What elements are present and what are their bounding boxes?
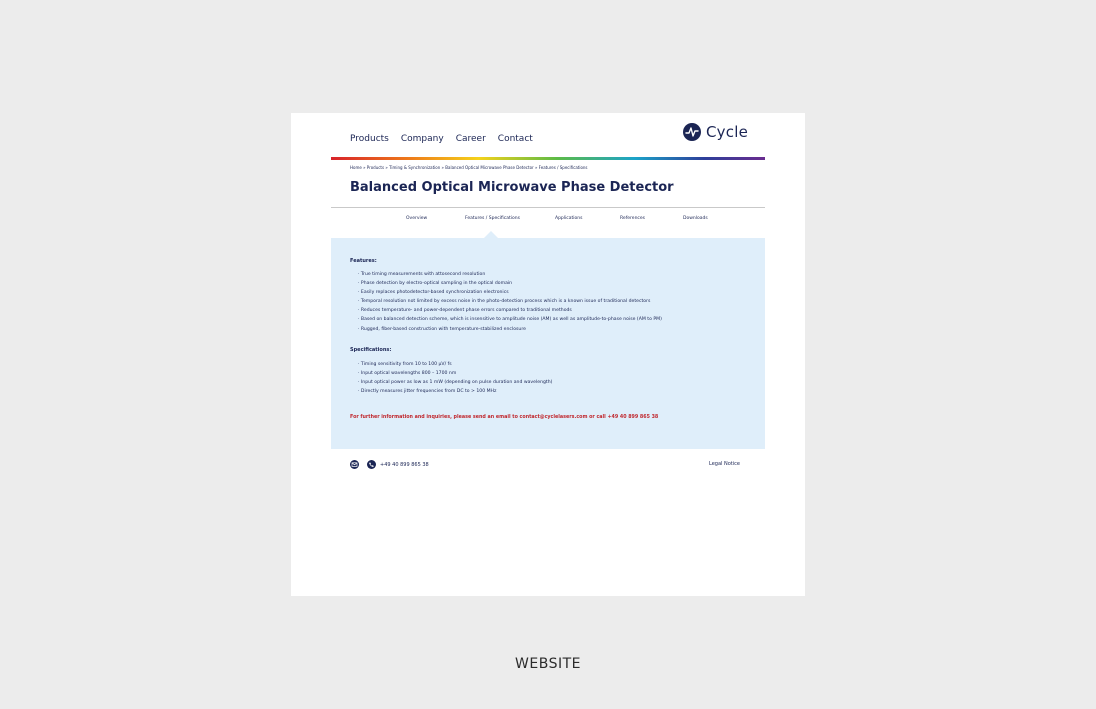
list-item: · Easily replaces photodetector-based synchronization electronics [358, 288, 662, 297]
nav-products[interactable]: Products [350, 134, 389, 144]
rainbow-divider [331, 157, 765, 160]
inquiry-text[interactable]: For further information and inquiries, please send an email to contact@cyclelasers.com or call +49 40 899 865 38 [350, 415, 659, 420]
list-item: · Temporal resolution not limited by excess noise in the photo-detection process which is a known issue of traditional detectors [358, 297, 662, 306]
features-heading: Features: [350, 258, 377, 264]
features-list [358, 270, 662, 334]
list-item: · Based on balanced detection scheme, which is insensitive to amplitude noise (AM) as well as amplitude-to-phase noise (AM to PM) [358, 315, 662, 324]
tab-overview[interactable]: Overview [406, 216, 428, 221]
cycle-logo-icon [683, 123, 701, 141]
footer-phone[interactable]: +49 40 899 865 38 [380, 462, 429, 468]
list-item: · Input optical power as low as 1 mW (depending on pulse duration and wavelength) [358, 378, 552, 387]
caption-label: WEBSITE [515, 656, 581, 672]
specifications-list [358, 360, 552, 396]
tab-references[interactable]: References [620, 216, 646, 221]
list-item: · True timing measurements with attosecond resolution [358, 270, 662, 279]
breadcrumb[interactable]: Home » Products » Timing & Synchronization » Balanced Optical Microwave Phase Detector » Features / Specifications [350, 165, 588, 170]
specifications-heading: Specifications: [350, 347, 392, 353]
nav-company[interactable]: Company [400, 134, 444, 144]
list-item: · Rugged, fiber-based construction with temperature-stabilized enclosure [358, 325, 662, 334]
cycle-logo[interactable] [683, 123, 748, 141]
list-item: · Directly measures jitter frequencies from DC to > 100 MHz [358, 387, 552, 396]
active-tab-pointer [484, 231, 498, 238]
logo-text: Cycle [706, 123, 748, 141]
tab-applications[interactable]: Applications [555, 216, 583, 221]
nav-contact[interactable]: Contact [497, 134, 533, 144]
mail-icon[interactable] [350, 460, 359, 469]
list-item: · Input optical wavelengths 800 – 1700 nm [358, 369, 552, 378]
legal-notice-link[interactable]: Legal Notice [709, 461, 740, 467]
list-item: · Reduces temperature- and power-dependent phase errors compared to traditional methods [358, 306, 662, 315]
tab-downloads[interactable]: Downloads [683, 216, 708, 221]
nav-career[interactable]: Career [455, 134, 486, 144]
page-title: Balanced Optical Microwave Phase Detector [350, 180, 674, 195]
tabs-divider [331, 207, 765, 208]
website-page [291, 113, 805, 596]
main-nav [350, 134, 533, 144]
list-item: · Timing sensitivity from 10 to 100 µV/ fs [358, 360, 552, 369]
tab-features-specifications[interactable]: Features / Specifications [465, 216, 520, 221]
list-item: · Phase detection by electro-optical sampling in the optical domain [358, 279, 662, 288]
content-panel [331, 238, 765, 449]
phone-icon[interactable] [367, 460, 376, 469]
